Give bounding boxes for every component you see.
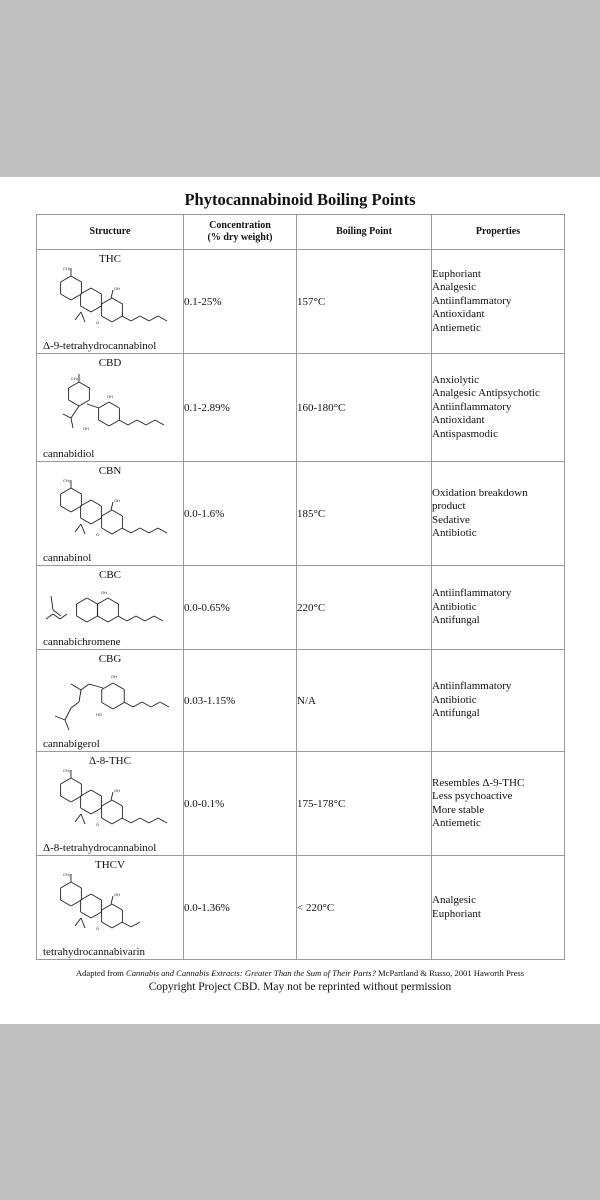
chain-bond [146,420,155,425]
chain-bond [160,702,169,707]
hydroxyl-label: OH [101,590,107,595]
table-header-row [37,215,565,250]
ring-bond [71,488,81,494]
property-item: Antiemetic [432,321,481,334]
ring-bond [91,518,101,524]
ring-bond [112,510,122,516]
boiling-point-cell: 157°C [297,250,432,354]
property-item: Antispasmodic [432,427,498,440]
oxygen-label: O [96,822,100,827]
chain-bond [133,702,142,707]
chain-bond [149,818,158,823]
bond-line [71,684,81,690]
ring-bond [81,288,91,294]
molecule-structure-diagram [41,264,181,342]
properties-cell [432,650,565,752]
ring-bond [71,294,81,300]
compound-full-name: cannabidiol [43,448,95,460]
property-item: Resembles Δ-9-THC [432,776,525,789]
chain-bond [122,818,131,823]
oxygen-label: O [96,320,100,325]
chain-bond [131,922,140,927]
ring-bond [102,298,112,304]
boiling-point-cell: 185°C [297,462,432,566]
ring-bond [87,616,97,622]
molecule-structure-diagram [41,870,181,948]
property-item: More stable [432,803,485,816]
property-item: Analgesic Antipsychotic [432,387,540,400]
chain-bond [137,420,146,425]
bond-line [65,708,71,720]
header-properties: Properties [432,215,565,250]
table-row [37,250,565,354]
structure-cell [37,354,184,462]
concentration-cell: 0.0-1.6% [184,462,297,566]
ring-bond [61,276,71,282]
chain-bond [140,528,149,533]
chain-bond [155,420,164,425]
ring-bond [91,288,101,294]
methyl-label: CH₃ [63,478,71,483]
property-item: Antibiotic [432,526,477,539]
concentration-cell: 0.0-1.36% [184,856,297,960]
compound-full-name: cannabinol [43,552,92,564]
chain-bond [142,702,151,707]
table-row [37,752,565,856]
properties-cell [432,856,565,960]
ring-bond [81,500,91,506]
credit-prefix: Adapted from [75,968,127,978]
chain-bond [131,528,140,533]
hydroxyl-label: OH [114,286,120,291]
chain-bond [122,528,131,533]
hydroxyl-label: OH [107,394,113,399]
chain-bond [131,818,140,823]
chain-bond [124,702,133,707]
hydroxyl-label: OH [114,498,120,503]
property-item: Oxidation breakdown [432,486,528,499]
bond-line [81,814,85,824]
ring-bond [81,790,91,796]
bond-line [111,502,113,510]
header-concentration [184,215,297,250]
methyl-label: CH₃ [63,872,71,877]
chain-bond [128,420,137,425]
compound-abbreviation: CBD [98,357,122,369]
table-row [37,566,565,650]
credit-book-title: Cannabis and Cannabis Extracts: Greater Than the Sum of Their Parts? [126,968,376,978]
chain-bond [122,922,131,927]
ring-bond [79,400,89,406]
ring-bond [61,294,71,300]
bond-line [75,524,81,532]
chain-bond [46,614,53,619]
copyright-notice: Copyright Project CBD. May not be reprinted without permission [148,981,452,993]
ring-bond [71,900,81,906]
source-credit [0,968,600,978]
ring-bond [98,616,108,622]
boiling-point-cell: 175-178°C [297,752,432,856]
chain-bond [119,420,128,425]
ring-bond [71,506,81,512]
hydroxyl-label: OH [83,426,89,431]
property-item: Antibiotic [432,600,477,613]
structure-cell [37,462,184,566]
table-row [37,856,565,960]
property-item: Analgesic [432,894,476,907]
structure-cell [37,650,184,752]
property-item: Antibiotic [432,693,477,706]
ring-bond [99,420,109,426]
ring-bond [112,298,122,304]
ring-bond [81,518,91,524]
hydroxyl-label: OH [114,788,120,793]
concentration-cell: 0.03-1.15% [184,650,297,752]
property-item: product [432,500,466,513]
property-item: Anxiolytic [432,373,480,386]
chain-bond [158,818,167,823]
boiling-point-cell: N/A [297,650,432,752]
chain-bond [151,702,160,707]
compound-full-name: cannabichromene [43,636,121,648]
ring-bond [102,922,112,928]
properties-cell [432,354,565,462]
ring-bond [102,528,112,534]
ring-bond [61,778,71,784]
bond-line [81,524,85,534]
chain-bond [149,528,158,533]
methyl-label: CH₃ [63,768,71,773]
concentration-cell: 0.0-0.1% [184,752,297,856]
credit-suffix: McPartland & Russo, 2001 Haworth Press [375,968,525,978]
compound-abbreviation: THC [99,253,121,265]
bond-line [75,814,81,822]
chain-bond [158,528,167,533]
compound-abbreviation: THCV [95,859,125,871]
bond-line [71,406,79,418]
bond-line [75,312,81,320]
properties-cell [432,566,565,650]
bond-line [65,720,69,730]
bond-line [81,918,85,928]
ring-bond [69,400,79,406]
property-item: Antiinflammatory [432,587,512,600]
ring-bond [91,894,101,900]
bond-line [111,290,113,298]
ring-bond [113,703,124,710]
hydroxyl-label: HO [96,712,102,717]
boiling-point-cell: 220°C [297,566,432,650]
properties-cell [432,250,565,354]
chain-bond [149,316,158,321]
property-item: Antioxidant [432,414,485,427]
document-sheet [0,177,600,1024]
header-boiling-point: Boiling Point [297,215,432,250]
hydroxyl-label: OH [111,674,117,679]
ring-bond [91,912,101,918]
chain-bond [154,616,163,621]
property-item: Antiemetic [432,816,481,829]
ring-bond [91,306,101,312]
molecule-structure-diagram [41,476,181,554]
compound-full-name: cannabigerol [43,738,100,750]
oxygen-label: O [96,926,100,931]
header-concentration-line1: Concentration [209,220,271,231]
ring-bond [102,510,112,516]
concentration-cell: 0.0-0.65% [184,566,297,650]
oxygen-label: O [96,532,100,537]
ring-bond [79,382,89,388]
ring-bond [102,904,112,910]
chain-bond [118,616,127,621]
ring-bond [71,778,81,784]
ring-bond [112,528,122,534]
boiling-point-cell: < 220°C [297,856,432,960]
ring-bond [91,500,101,506]
ring-bond [108,616,118,622]
table-row [37,462,565,566]
ring-bond [81,306,91,312]
ring-bond [71,276,81,282]
table-row [37,650,565,752]
bond-line [55,716,65,720]
bond-line [81,684,89,690]
ring-bond [113,683,124,690]
molecule-structure-diagram [41,766,181,844]
ring-bond [77,616,87,622]
ring-bond [61,882,71,888]
chain-bond [122,316,131,321]
concentration-cell: 0.1-2.89% [184,354,297,462]
table-row [37,354,565,462]
bond-line [79,690,81,702]
ring-bond [112,922,122,928]
hydroxyl-label: OH [114,892,120,897]
bond-line [75,918,81,926]
ring-bond [102,316,112,322]
ring-bond [61,506,71,512]
structure-cell [37,566,184,650]
ring-bond [99,402,109,408]
property-item: Antifungal [432,614,480,627]
molecule-structure-diagram [41,664,181,742]
ring-bond [91,790,101,796]
structure-cell [37,856,184,960]
compound-full-name: Δ-8-tetrahydrocannabinol [43,842,157,854]
chain-bond [60,614,67,619]
property-item: Antifungal [432,707,480,720]
ring-bond [112,904,122,910]
ring-bond [112,316,122,322]
chain-bond [127,616,136,621]
property-item: Euphoriant [432,267,481,280]
cannabinoid-table [36,214,565,960]
property-item: Antiinflammatory [432,294,512,307]
ring-bond [102,703,113,710]
compound-abbreviation: Δ-8-THC [89,755,131,767]
header-structure: Structure [37,215,184,250]
properties-cell [432,752,565,856]
chain-bond [158,316,167,321]
ring-bond [102,683,113,690]
ring-bond [102,800,112,806]
ring-bond [71,796,81,802]
ring-bond [81,808,91,814]
bond-line [89,684,103,688]
bond-line [111,896,113,904]
methyl-label: CH₃ [63,266,71,271]
ring-bond [81,912,91,918]
structure-cell [37,250,184,354]
property-item: Sedative [432,513,470,526]
ring-bond [108,598,118,604]
page-title: Phytocannabinoid Boiling Points [184,190,416,209]
ring-bond [81,894,91,900]
ring-bond [69,382,79,388]
ring-bond [102,818,112,824]
chain-bond [131,316,140,321]
property-item: Analgesic [432,281,476,294]
bond-line [111,792,113,800]
ring-bond [71,882,81,888]
ring-bond [61,796,71,802]
ring-bond [77,598,87,604]
property-item: Antiinflammatory [432,400,512,413]
chain-bond [140,316,149,321]
chain-bond [140,818,149,823]
header-concentration-line2: (% dry weight) [207,232,273,243]
bond-line [51,596,53,610]
bond-line [87,404,99,408]
compound-abbreviation: CBC [98,569,121,581]
properties-cell [432,462,565,566]
chain-bond [136,616,145,621]
compound-abbreviation: CBG [98,653,122,665]
bond-line [81,312,85,322]
bond-line [63,414,71,418]
ring-bond [112,818,122,824]
bond-line [71,702,79,708]
methyl-label: CH₃ [71,376,79,381]
ring-bond [61,900,71,906]
ring-bond [98,598,108,604]
property-item: Antioxidant [432,308,485,321]
boiling-point-cell: 160-180°C [297,354,432,462]
chain-bond [145,616,154,621]
structure-cell [37,752,184,856]
ring-bond [91,808,101,814]
ring-bond [109,420,119,426]
molecule-structure-diagram [41,368,181,446]
property-item: Less psychoactive [432,790,513,803]
concentration-cell: 0.1-25% [184,250,297,354]
property-item: Euphoriant [432,907,481,920]
compound-abbreviation: CBN [98,465,122,477]
compound-full-name: tetrahydrocannabivarin [43,946,146,958]
ring-bond [61,488,71,494]
bond-line [71,418,73,428]
ring-bond [87,598,97,604]
ring-bond [109,402,119,408]
property-item: Antiinflammatory [432,680,512,693]
compound-full-name: Δ-9-tetrahydrocannabinol [43,340,157,352]
ring-bond [112,800,122,806]
